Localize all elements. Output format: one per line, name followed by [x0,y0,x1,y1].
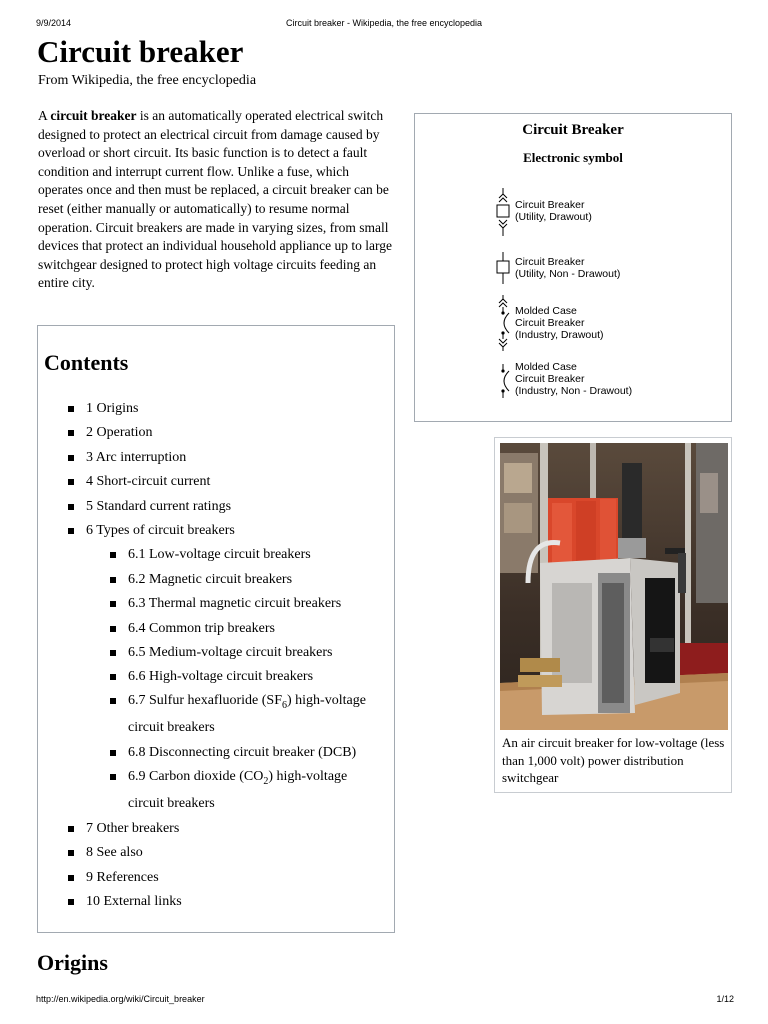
print-page-number: 1/12 [716,994,734,1004]
intro-paragraph [38,107,394,293]
toc-item-label: 8 See also [86,845,143,860]
toc-item-label-line2: circuit breakers [128,796,215,811]
figure-thumbnail [494,437,732,793]
toc-item[interactable] [128,570,292,590]
bullet-icon [110,552,116,558]
toc-item-label: 6 Types of circuit breakers [86,523,235,538]
bullet-icon [110,650,116,656]
table-of-contents [37,325,395,933]
toc-item-label-part: ) high-voltage [286,693,366,708]
toc-item-label: 6.3 Thermal magnetic circuit breakers [128,596,342,611]
toc-item[interactable] [128,743,356,763]
toc-item-label: 1 Origins [86,401,139,416]
toc-item[interactable] [128,767,347,814]
molded-case-non-drawout-symbol [493,364,513,400]
toc-item-label: 4 Short-circuit current [86,474,211,489]
molded-case-drawout-symbol [493,295,513,351]
bullet-icon [68,430,74,436]
toc-item[interactable] [86,399,139,419]
circuit-breaker-utility-non-drawout-symbol [493,252,513,286]
toc-item-label: 6.2 Magnetic circuit breakers [128,572,293,587]
toc-item[interactable] [128,545,311,565]
toc-item-label: 6.4 Common trip breakers [128,621,275,636]
circuit-breaker-utility-drawout-symbol [493,188,513,238]
toc-item-label: 2 Operation [86,425,153,440]
bullet-icon [68,850,74,856]
toc-item[interactable] [86,423,152,443]
toc-item-label: 6.6 High-voltage circuit breakers [128,669,314,684]
bullet-icon [68,455,74,461]
print-page-title: Circuit breaker - Wikipedia, the free encyclopedia [285,18,483,28]
toc-item[interactable] [86,448,186,468]
bullet-icon [68,528,74,534]
bullet-icon [110,698,116,704]
toc-item-label: 5 Standard current ratings [86,499,232,514]
symbol-sublabel: (Utility, Drawout) [515,211,592,223]
bullet-icon [68,406,74,412]
print-url: http://en.wikipedia.org/wiki/Circuit_breaker [36,994,205,1004]
bullet-icon [68,875,74,881]
toc-item[interactable] [86,868,159,888]
symbol-sublabel: (Industry, Non - Drawout) [515,385,633,397]
bullet-icon [110,674,116,680]
article-title: Circuit breaker [37,34,244,69]
symbol-sublabel: (Industry, Drawout) [515,329,604,341]
intro-bold-term: circuit breaker [50,108,137,123]
toc-item[interactable] [128,619,275,639]
infobox-title: Circuit Breaker [522,122,624,138]
bullet-icon [110,601,116,607]
toc-item-label: 6.5 Medium-voltage circuit breakers [128,645,333,660]
infobox-subtitle: Electronic symbol [523,150,623,165]
symbol-label: Circuit Breaker [515,373,585,385]
toc-item-subscript: 6 [281,699,287,711]
toc-item-label-part: 6.7 Sulfur hexafluoride (SF [128,693,282,708]
toc-item[interactable] [86,892,182,912]
toc-item-label: 10 External links [86,894,182,909]
symbol-sublabel: (Utility, Non - Drawout) [515,268,621,280]
toc-item-label-part: ) high-voltage [268,769,348,784]
bullet-icon [110,750,116,756]
toc-item-label [128,691,366,711]
infobox [414,113,732,422]
print-date: 9/9/2014 [36,18,72,28]
intro-body: is an automatically operated electrical switch designed to protect an electrical circuit from damage caused by overload or short circuit. Its basic function is to detect a fault condition and interrupt current flow. Unlike a fuse, which operates once and then must be replaced, a circuit breaker can be reset (either manually or automatically) to resume normal operation. Circuit breakers are made in varying sizes, from small devices that protect an individual household appliance up to large switchgear designed to protect high voltage circuits feeding an entire city. [38,108,393,291]
bullet-icon [68,479,74,485]
toc-item[interactable] [86,819,179,839]
symbol-label: Circuit Breaker [515,317,585,329]
symbol-label: Molded Case [515,305,577,317]
symbol-label: Circuit Breaker [515,199,585,211]
article-tagline: From Wikipedia, the free encyclopedia [38,73,257,88]
toc-item[interactable] [86,521,235,541]
toc-item-subscript: 2 [263,775,269,787]
toc-item-label-part: 6.9 Carbon dioxide (CO [128,769,264,784]
toc-item-label: 7 Other breakers [86,821,180,836]
toc-item[interactable] [86,843,143,863]
air-circuit-breaker-photo [500,443,728,730]
toc-item[interactable] [86,472,210,492]
bullet-icon [68,504,74,510]
toc-item[interactable] [128,643,332,663]
toc-item-label: 9 References [86,870,159,885]
symbol-label: Circuit Breaker [515,256,585,268]
bullet-icon [110,577,116,583]
toc-item-label: 6.1 Low-voltage circuit breakers [128,547,311,562]
section-heading-origins: Origins [37,950,108,975]
toc-item[interactable] [128,667,313,687]
toc-item-label: 6.8 Disconnecting circuit breaker (DCB) [128,745,357,760]
toc-item-label [128,767,347,787]
toc-item[interactable] [128,691,366,738]
bullet-icon [110,626,116,632]
bullet-icon [68,826,74,832]
intro-lead: A [38,108,51,123]
toc-title: Contents [44,350,129,375]
symbol-label: Molded Case [515,361,577,373]
print-footer [0,994,768,1008]
figure-caption: An air circuit breaker for low-voltage (less than 1,000 volt) power distribution switchgear [502,735,725,785]
toc-item[interactable] [86,497,231,517]
bullet-icon [110,774,116,780]
bullet-icon [68,899,74,905]
toc-item-label-line2: circuit breakers [128,720,215,735]
toc-item-label: 3 Arc interruption [86,450,187,465]
toc-item[interactable] [128,594,341,614]
